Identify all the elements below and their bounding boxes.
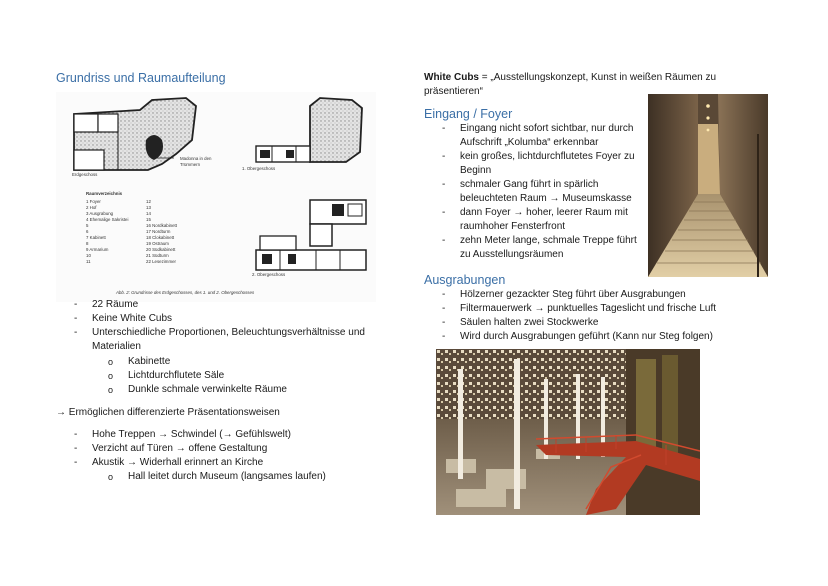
list-item: - Wird durch Ausgrabungen geführt (Kann nur Steg folgen) xyxy=(440,330,770,344)
excavation-illustration xyxy=(436,349,700,515)
legend-cell: 4 Ehemalige Sakristei xyxy=(86,217,129,222)
legend-cell: 18 Clokabinett xyxy=(146,235,175,240)
floorplan-drawing xyxy=(56,92,376,302)
section-heading-grundriss: Grundriss und Raumaufteilung xyxy=(56,71,226,85)
white-cubs-text: = „Ausstellungskonzept, Kunst in weißen Räumen zu präsentieren“ xyxy=(424,72,717,97)
label-madonna: Madonna in den Trümmern xyxy=(180,156,212,167)
legend-row xyxy=(86,259,206,265)
legend-cell: 6 xyxy=(86,229,89,234)
list-item: o Lichtdurchflutete Säle xyxy=(108,369,368,383)
section-heading-ausgrabungen: Ausgrabungen xyxy=(424,273,506,287)
list-item: - Hohe Treppen → Schwindel (→ Gefühlswelt) xyxy=(72,428,372,442)
label-first-floor: 1. Obergeschoss xyxy=(242,166,276,171)
second-floor-plan xyxy=(256,200,366,270)
room-types-sublist xyxy=(108,355,368,397)
conclusion-text: Ermöglichen differenzierte Präsentationsweisen xyxy=(68,407,280,418)
effects-list xyxy=(72,428,372,470)
list-item: - Hölzerner gezackter Steg führt über Ausgrabungen xyxy=(440,288,770,302)
legend-cell: 7 Kabinett xyxy=(86,235,106,240)
list-item: o Dunkle schmale verwinkelte Räume xyxy=(108,383,368,397)
staircase-photo xyxy=(648,94,768,277)
legend-cell: 21 Südturm xyxy=(146,253,169,258)
ausgrabungen-list xyxy=(440,288,770,344)
list-item: - Filtermauerwerk → punktuelles Tageslicht und frische Luft xyxy=(440,302,770,316)
floorplan-figure xyxy=(56,92,376,302)
legend-cell: 17 Nordturm xyxy=(146,229,171,234)
legend-title: Raumverzeichnis xyxy=(86,191,123,196)
list-item: - kein großes, lichtdurchflutetes Foyer zu Beginn xyxy=(440,150,640,178)
section-heading-foyer: Eingang / Foyer xyxy=(424,107,513,121)
list-item: - schmaler Gang führt in spärlich beleuchteten Raum → Museumskasse xyxy=(440,178,640,206)
first-floor-plan xyxy=(256,98,362,162)
legend-cell: 14 xyxy=(146,211,151,216)
conclusion-line xyxy=(56,406,280,420)
list-item: - Keine White Cubs xyxy=(72,312,372,326)
arrow-icon: → xyxy=(56,407,69,418)
room-facts-list xyxy=(72,298,372,354)
staircase-illustration xyxy=(648,94,768,277)
legend-cell: 8 xyxy=(86,241,89,246)
legend-cell: 15 xyxy=(146,217,151,222)
list-item: o Hall leitet durch Museum (langsames laufen) xyxy=(108,470,368,484)
list-item: - Akustik → Widerhall erinnert an Kirche xyxy=(72,456,372,470)
list-item: - Säulen halten zwei Stockwerke xyxy=(440,316,770,330)
figure-caption: Abb. 2: Grundrisse des Erdgeschosses, des 1. und 2. Obergeschosses xyxy=(116,290,255,295)
label-ground-floor: Erdgeschoss xyxy=(72,172,98,177)
legend-cell: 16 Nordkabinett xyxy=(146,223,177,228)
legend-cell: 1 Foyer xyxy=(86,199,101,204)
list-item: o Kabinette xyxy=(108,355,368,369)
list-item: - 22 Räume xyxy=(72,298,372,312)
legend-cell: 2 Hof xyxy=(86,205,97,210)
legend-cell: 22 Lesezimmer xyxy=(146,259,177,264)
legend-cell: 10 xyxy=(86,253,91,258)
ground-floor-plan xyxy=(74,98,196,170)
legend-cell: 3 Ausgrabung xyxy=(86,211,114,216)
list-item: - Eingang nicht sofort sichtbar, nur durch Aufschrift „Kolumba“ erkennbar xyxy=(440,122,640,150)
list-item: - dann Foyer → hoher, leerer Raum mit raumhoher Fensterfront xyxy=(440,206,640,234)
foyer-list xyxy=(440,122,640,262)
room-legend xyxy=(86,199,206,265)
legend-cell: 5 xyxy=(86,223,89,228)
white-cubs-term: White Cubs xyxy=(424,72,479,83)
list-item: - Verzicht auf Türen → offene Gestaltung xyxy=(72,442,372,456)
legend-cell: 19 Ostraum xyxy=(146,241,169,246)
label-second-floor: 2. Obergeschoss xyxy=(252,272,286,277)
list-item: - Unterschiedliche Proportionen, Beleuchtungsverhältnisse und Materialien xyxy=(72,326,372,354)
legend-cell: 11 xyxy=(86,259,91,264)
legend-cell: 13 xyxy=(146,205,151,210)
legend-cell: 9 Armarium xyxy=(86,247,109,252)
legend-cell: 12 xyxy=(146,199,151,204)
legend-cell: 20 Südkabinett xyxy=(146,247,176,252)
effects-sublist xyxy=(108,470,368,484)
excavation-photo xyxy=(436,349,700,515)
list-item: - zehn Meter lange, schmale Treppe führt zu Ausstellungsräumen xyxy=(440,234,640,262)
